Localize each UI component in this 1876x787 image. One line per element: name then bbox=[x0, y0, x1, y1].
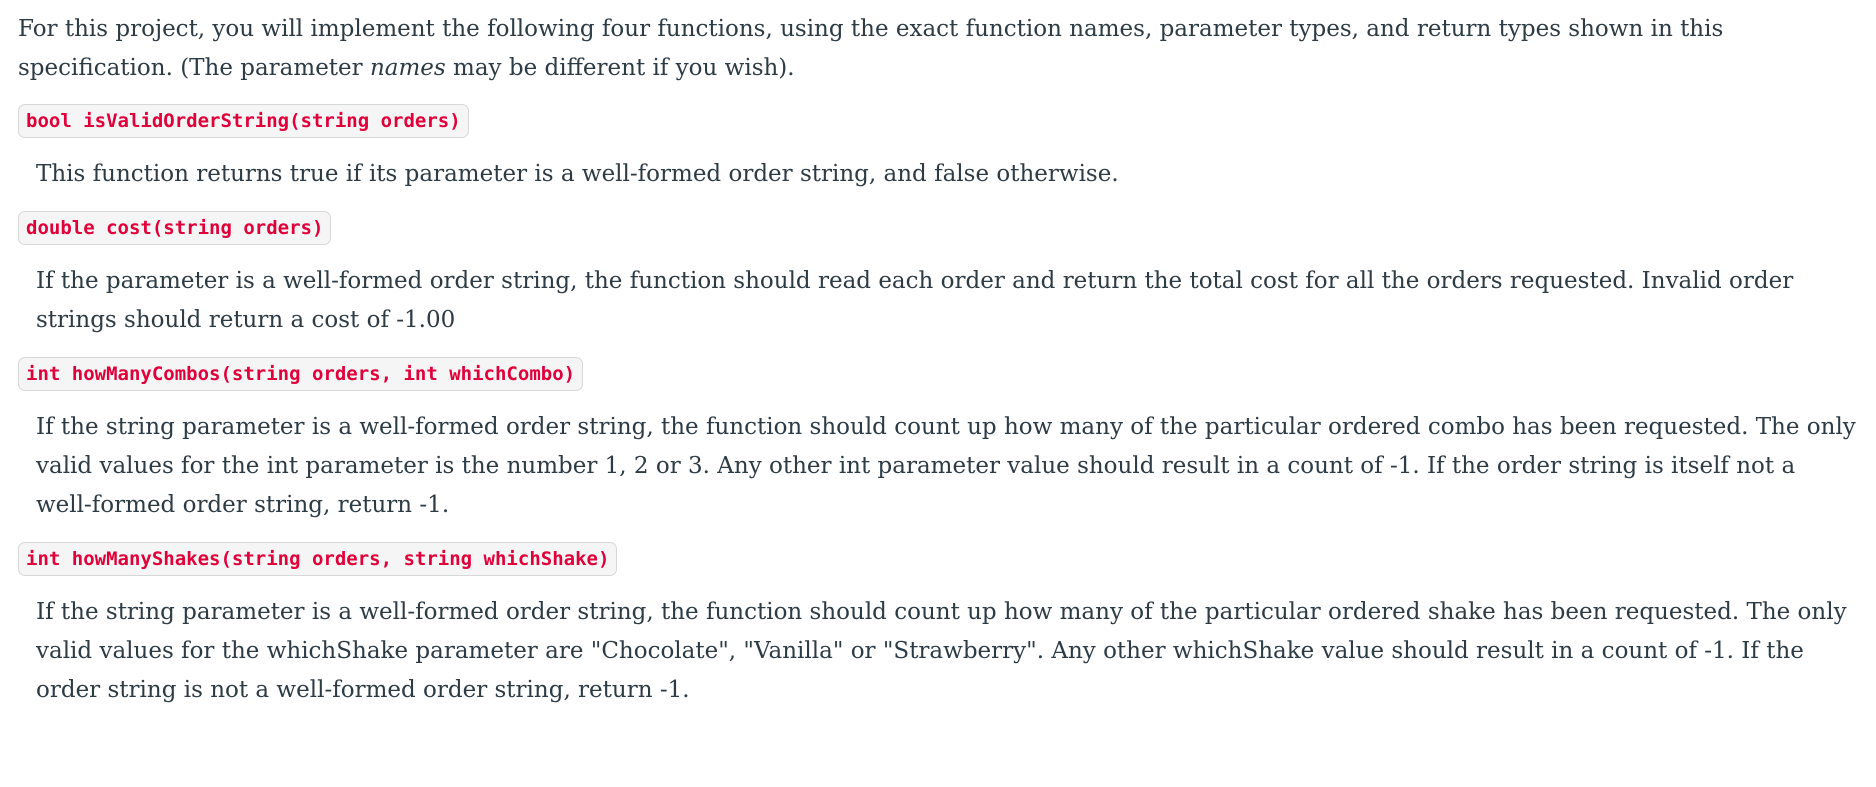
intro-text-after: may be different if you wish). bbox=[445, 55, 795, 81]
intro-paragraph bbox=[18, 10, 1858, 88]
function-signature: bool isValidOrderString(string orders) bbox=[18, 104, 469, 138]
function-block-cost bbox=[18, 211, 1858, 340]
intro-emphasis: names bbox=[369, 55, 446, 81]
intro-text-before: For this project, you will implement the following four functions, using the exact function names, parameter types, and return types shown in this specification. (The parameter bbox=[18, 16, 1724, 81]
function-description: If the parameter is a well-formed order string, the function should read each order and return the total cost for all the orders requested. Invalid order strings should return a cost of -1.00 bbox=[36, 268, 1794, 333]
function-signature: int howManyShakes(string orders, string whichShake) bbox=[18, 542, 617, 576]
function-block-is-valid-order-string bbox=[18, 104, 1858, 194]
function-signature: double cost(string orders) bbox=[18, 211, 331, 245]
function-description: This function returns true if its parameter is a well-formed order string, and false otherwise. bbox=[36, 161, 1119, 187]
function-block-how-many-combos bbox=[18, 357, 1858, 525]
function-signature: int howManyCombos(string orders, int whichCombo) bbox=[18, 357, 583, 391]
function-description: If the string parameter is a well-formed order string, the function should count up how many of the particular ordered combo has been requested. The only valid values for the int parameter is the number 1, 2 or 3. Any other int parameter value should result in a count of -1. If the order string is itself not a well-formed order string, return -1. bbox=[36, 414, 1856, 518]
function-block-how-many-shakes bbox=[18, 542, 1858, 710]
function-description: If the string parameter is a well-formed order string, the function should count up how many of the particular ordered shake has been requested. The only valid values for the whichShake parameter are "Chocolate", "Vanilla" or "Strawberry". Any other whichShake value should result in a count of -1. If the order string is not a well-formed order string, return -1. bbox=[36, 599, 1847, 703]
